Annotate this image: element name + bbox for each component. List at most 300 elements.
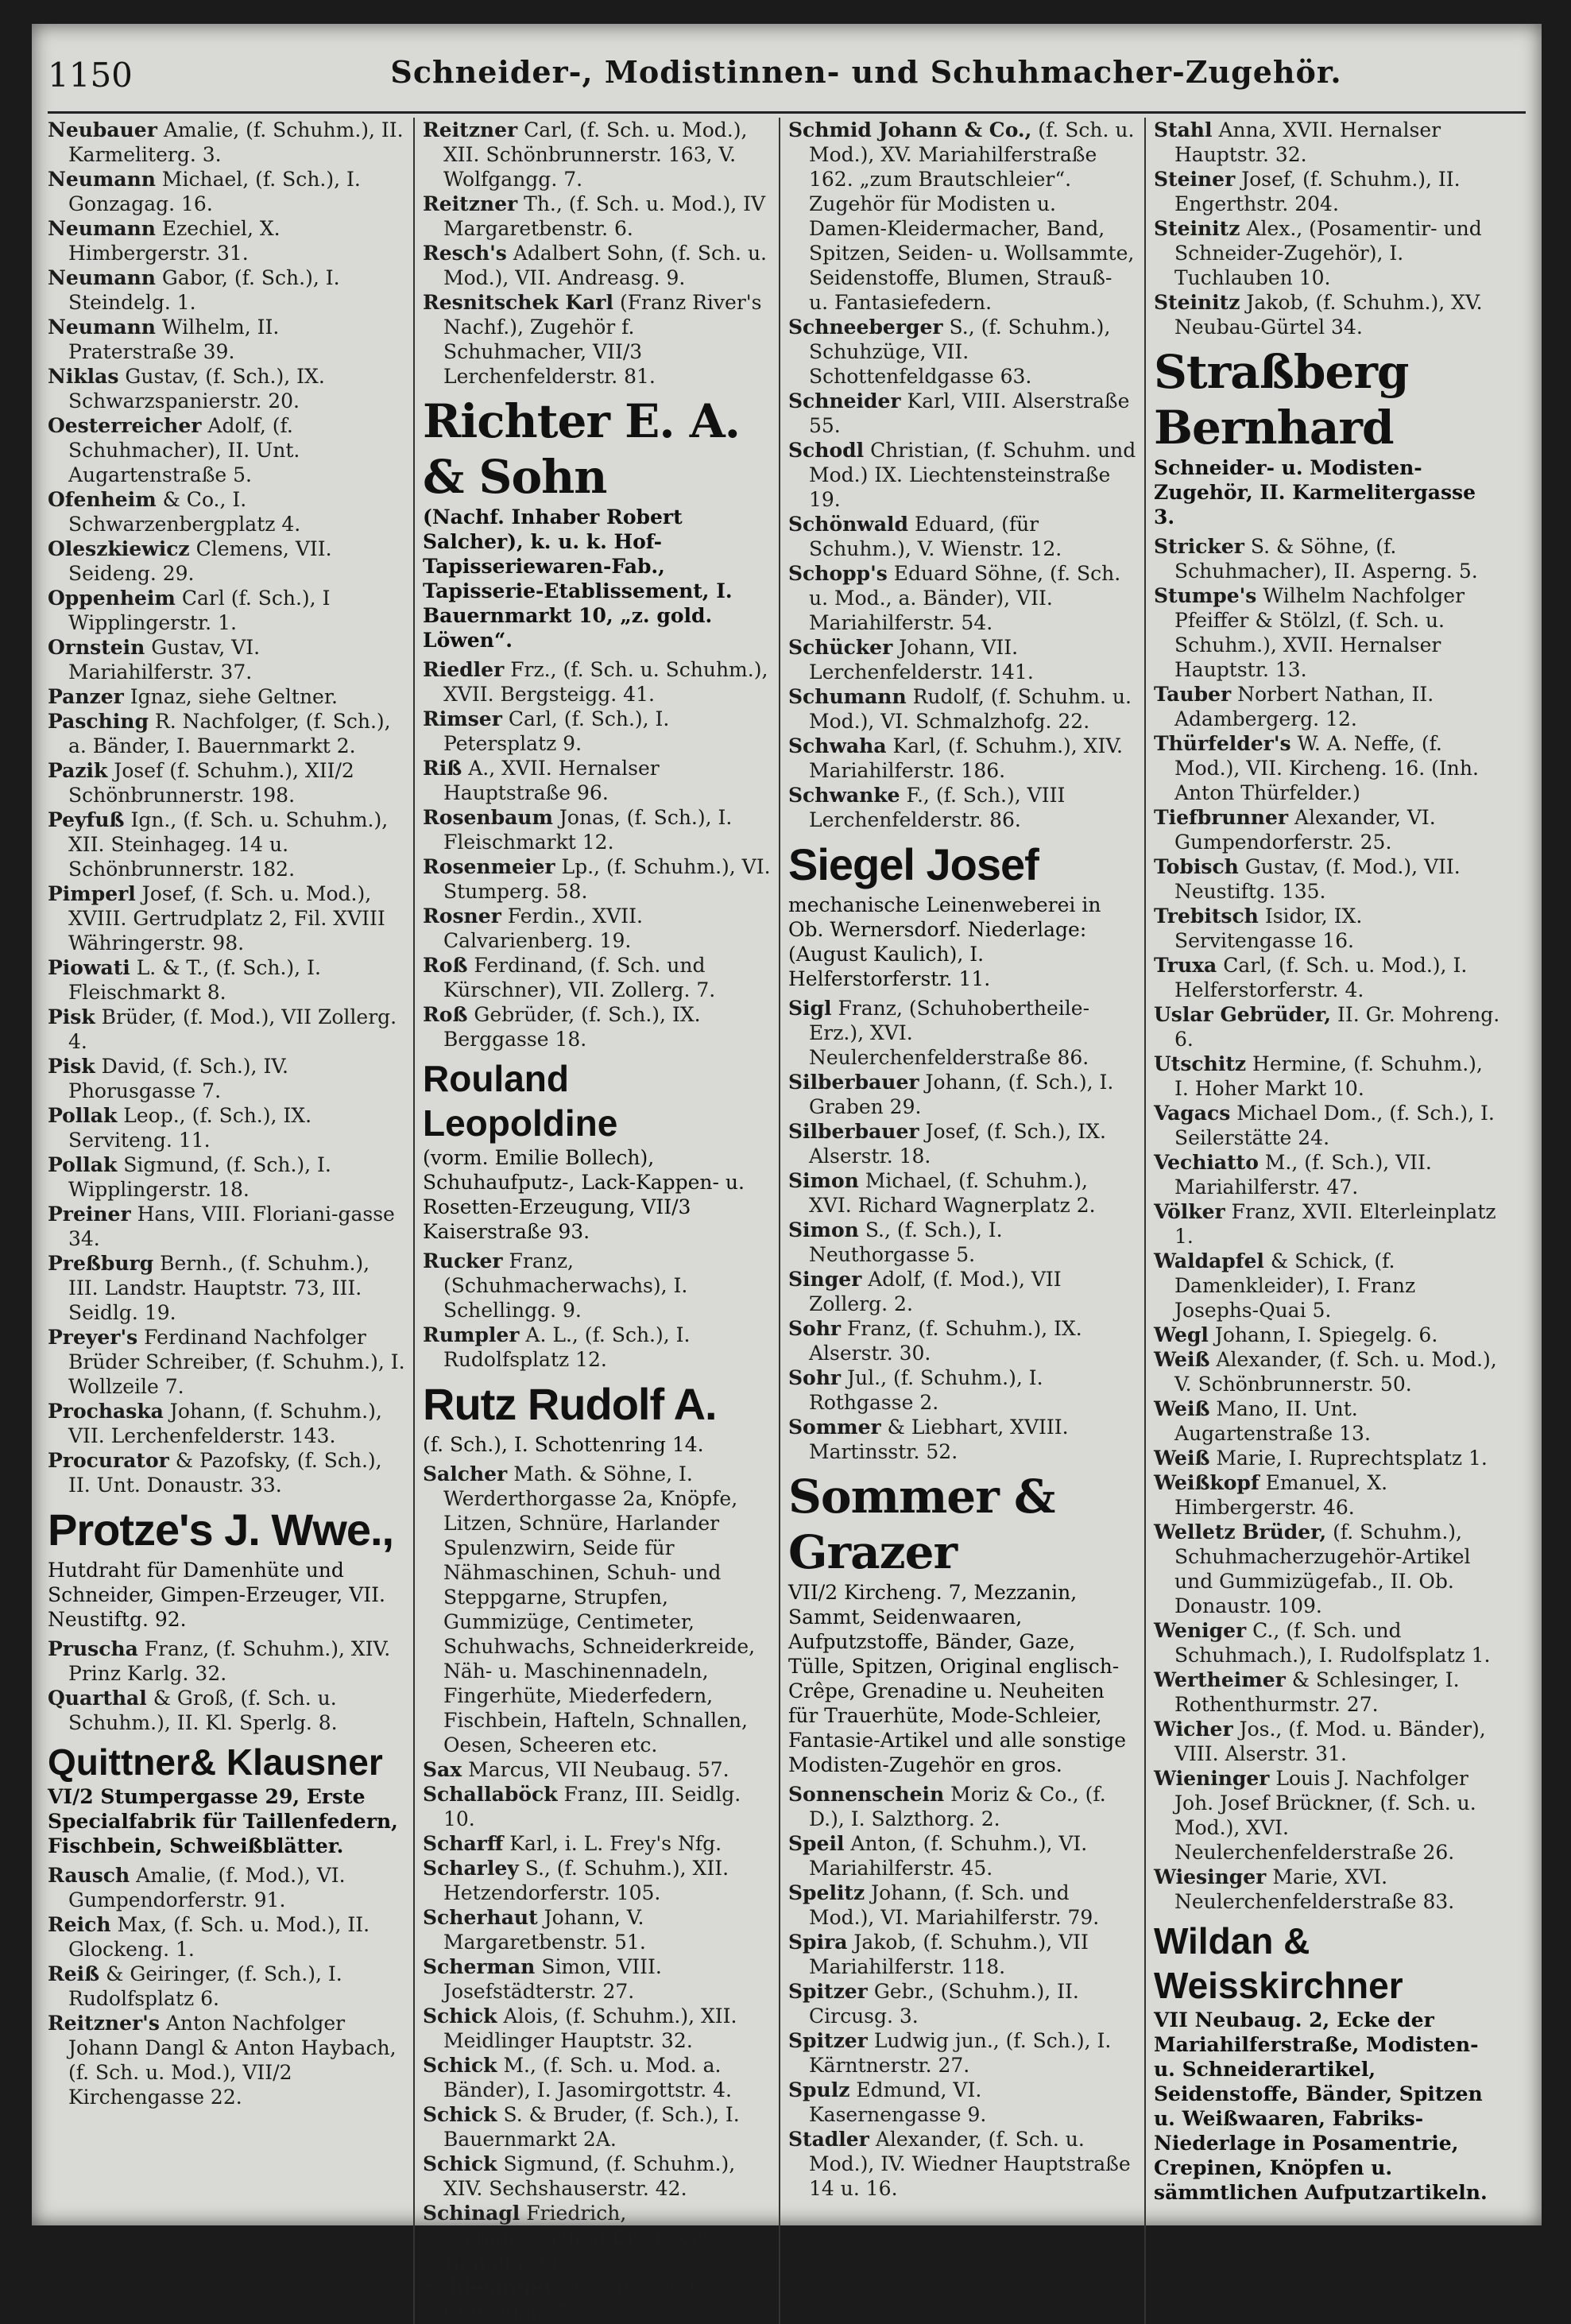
entry-name: Pisk [48,1055,95,1078]
entry-name: Wiesinger [1154,1865,1267,1888]
entry-details: & Geiringer, (f. Sch.), I. Rudolfsplatz 6. [68,1962,342,2010]
entry-details: Isidor, IX. Servitengasse 16. [1174,904,1363,952]
entry-details: Hans, VIII. Floriani-gasse 34. [68,1203,395,1250]
directory-entry [423,953,771,1002]
entry-details: Frz., (f. Sch. u. Schuhm.), XVII. Bergsteigg. 41. [443,658,768,706]
directory-entry [48,1054,405,1103]
entry-details: Simon, VIII. Josefstädterstr. 27. [443,1955,662,2003]
entry-name: Pimperl [48,882,136,905]
advertisement [1154,1919,1502,2205]
directory-entry [48,1152,405,1202]
entry-details: Franz, (Schuhmacherwachs), I. Schellingg. 9. [443,1249,688,1322]
entry-details: Jonas, (f. Sch.), I. Fleischmarkt 12. [443,806,733,854]
entry-details: Karl, (f. Schuhm.), XIV. Mariahilferstr. 186. [809,734,1123,782]
entry-name: Rosenmeier [423,855,555,878]
entry-details: M., (f. Sch. u. Mod. a. Bänder), I. Jasomirgottstr. 4. [443,2054,732,2101]
entry-details: Ferdinand Nachfolger Brüder Schreiber, (f. Schuhm.), I. Wollzeile 7. [68,1326,405,1398]
entry-name: Rosenbaum [423,806,553,829]
directory-entry [788,438,1136,512]
entry-name: Simon [788,1218,859,1241]
entry-details: Gustav, (f. Mod.), VII. Neustiftg. 135. [1174,855,1461,903]
directory-entry [48,1202,405,1251]
entry-name: Oesterreicher [48,414,202,437]
entry-details: Rudolf, (f. Schuhm. u. Mod.), VI. Schmalzhofg. 22. [809,685,1132,733]
ad-headline: Richter E. A. & Sohn [423,394,740,504]
directory-entry [423,2004,771,2053]
directory-entry [788,561,1136,635]
entry-details: & Schlesinger, I. Rothenthurmstr. 27. [1174,1668,1460,1716]
entry-name: Rumpler [423,1323,520,1346]
entry-details: C., (f. Sch. und Schuhmach.), I. Rudolfsplatz 1. [1174,1619,1491,1667]
entry-name: Wicher [1154,1718,1233,1741]
entry-details: Ferdin., XVII. Calvarienberg. 19. [443,904,643,952]
entry-details: M., (f. Sch.), VII. Mariahilferstr. 47. [1174,1151,1432,1199]
directory-entry [1154,1249,1502,1323]
entry-details: Hermine, (f. Schuhm.), I. Hoher Markt 10. [1174,1052,1483,1100]
directory-entry [1154,1002,1502,1052]
entry-details: Michael, (f. Schuhm.), XVI. Richard Wagnerplatz 2. [809,1169,1096,1217]
entry-details: Ign., (f. Sch. u. Schuhm.), XII. Steinhageg. 14 u. Schönbrunnerstr. 182. [68,808,389,881]
entry-details: Franz, (Schuhobertheile-Erz.), XVI. Neulerchenfelderstraße 86. [809,997,1090,1069]
directory-entry [1154,1199,1502,1249]
entry-details: (f. Sch. u. Mod.), XV. Mariahilferstraße 162. „zum Brautschleier“. Zugehör für Modisten u. Damen-Kleidermacher, Band, Spitzen, Seiden- u. Wollsammte, Seidenstoffe, Blumen, Strauß- u. Fantasiefedern. [809,118,1135,314]
entry-details: Max, (f. Sch.), I. Gonzagag. 5. [443,2276,722,2323]
entry-details: Johann, (f. Sch. und Mod.), VI. Mariahilferstr. 79. [809,1881,1100,1929]
directory-entry [788,635,1136,684]
directory-entry [48,2011,405,2109]
ad-text: Hutdraht für Damenhüte und Schneider, Gimpen-Erzeuger, VII. Neustiftg. 92. [48,1559,385,1631]
entry-name: Vechiatto [1154,1151,1259,1174]
directory-entry [1154,1717,1502,1766]
entry-details: & Pazofsky, (f. Sch.), II. Unt. Donaustr. 33. [68,1449,382,1497]
entry-details: (Franz River's Nachf.), Zugehör f. Schuhmacher, VII/3 Lerchenfelderstr. 81. [443,291,762,388]
ad-headline: Sommer & Grazer [788,1470,1055,1579]
entry-name: Silberbauer [788,1120,919,1143]
entry-details: & Co., I. Schwarzenbergplatz 4. [68,488,301,536]
entry-name: Trebitsch [1154,904,1259,928]
directory-entry [423,904,771,953]
directory-entry [48,881,405,955]
entry-name: Reitzner [423,192,518,215]
entry-name: Peyfuß [48,808,125,831]
entry-details: Jakob, (f. Schuhm.), XV. Neubau-Gürtel 34. [1174,291,1483,339]
directory-entry [423,290,771,389]
directory-entry [1154,953,1502,1002]
entry-name: Schick [423,2152,497,2175]
directory-entry [48,487,405,536]
directory-entry [1154,1396,1502,1446]
entry-name: Reitzner [423,118,518,141]
directory-entry [48,265,405,315]
directory-entry [788,1119,1136,1168]
entry-details: Clemens, VII. Seideng. 29. [68,537,332,585]
ad-text: Schneider- u. Modisten-Zugehör, II. Karmelitergasse 3. [1154,456,1476,529]
entry-details: L. & T., (f. Sch.), I. Fleischmarkt 8. [68,956,321,1004]
entry-name: Preyer's [48,1326,138,1349]
entry-details: A. L., (f. Sch.), I. Rudolfsplatz 12. [443,1323,691,1371]
entry-details: Michael, (f. Sch.), I. Gonzagag. 16. [68,168,361,215]
entry-details: Jul., (f. Schuhm.), I. Rothgasse 2. [809,1366,1043,1414]
entry-details: & Liebhart, XVIII. Martinsstr. 52. [809,1416,1069,1463]
entry-details: Josef (f. Schuhm.), XII/2 Schönbrunnerstr. 198. [68,759,354,807]
entry-details: A., XVII. Hernalser Hauptstraße 96. [443,757,660,804]
entry-name: Schick [423,2054,497,2077]
entry-name: Rimser [423,707,502,730]
advertisement [48,1740,405,1858]
directory-entry [788,996,1136,1070]
directory-entry [788,1365,1136,1415]
entry-details: Marie, XVI. Neulerchenfelderstraße 83. [1174,1865,1455,1913]
entry-details: Ignaz, siehe Geltner. [130,685,339,708]
directory-entry [788,783,1136,832]
directory-entry [423,2275,771,2324]
entry-details: Anna, XVII. Hernalser Hauptstr. 32. [1174,118,1441,166]
entry-details: Wilhelm Nachfolger Pfeiffer & Stölzl, (f. Sch. u. Schuhm.), XVII. Hernalser Hauptstr. 13. [1174,584,1465,681]
directory-entry [1154,1323,1502,1347]
entry-name: Schick [423,2103,497,2126]
directory-entry [423,2053,771,2102]
entry-details: Josef, (f. Sch.), IX. Alserstr. 18. [809,1120,1106,1168]
entry-details: Leop., (f. Sch.), IX. Serviteng. 11. [68,1104,312,1152]
ad-text: VII/2 Kircheng. 7, Mezzanin, Sammt, Seidenwaaren, Aufputzstoffe, Bänder, Gaze, Tülle, Spitzen, Original englisch-Crêpe, Grenadine u. Neuheiten für Trauerhüte, Mode-Schleier, Fantasie-Artikel und alle sonstige Modisten-Zugehör en gros. [788,1581,1127,1776]
entry-name: Singer [788,1268,862,1291]
entry-name: Sonnenschein [788,1783,945,1806]
entry-name: Steinitz [1154,291,1240,314]
entry-name: Waldapfel [1154,1249,1264,1272]
directory-entry [1154,1618,1502,1667]
directory-entry [48,1251,405,1325]
ad-text: VII Neubaug. 2, Ecke der Mariahilferstraße, Modisten- u. Schneiderartikel, Seidenstoffe, Bänder, Spitzen u. Weißwaaren, Fabriks-Niederlage in Posamentrie, Crepinen, Knöpfen u. sämmtlichen Aufputzartikeln. [1154,2008,1488,2204]
entry-name: Neumann [48,168,156,191]
directory-entry [48,1636,405,1686]
directory-entry [423,854,771,904]
directory-entry [423,657,771,707]
entry-name: Rosner [423,904,501,928]
directory-entry [788,2028,1136,2078]
directory-entry [788,315,1136,389]
entry-name: Stadler [788,2128,869,2151]
entry-name: Prochaska [48,1400,164,1423]
advertisement [788,837,1136,991]
ad-text: (vorm. Emilie Bollech), Schuhaufputz-, Lack-Kappen- u. Rosetten-Erzeugung, VII/3 Kaiserstraße 93. [423,1146,745,1243]
directory-entry [48,216,405,265]
entry-name: Scharff [423,1832,504,1855]
entry-name: Weiß [1154,1447,1210,1470]
entry-name: Schlesinger [423,2276,555,2299]
directory-entry [423,1462,771,1757]
directory-entry [423,2152,771,2201]
column-4 [1144,118,1510,2324]
directory-entry [788,1218,1136,1267]
entry-details: Franz, (f. Schuhm.), IX. Alserstr. 30. [809,1317,1082,1365]
entry-name: Spitzer [788,1980,868,2003]
ad-text: mechanische Leinenweberei in Ob. Wernersdorf. Niederlage: (August Kaulich), I. Helferstorferstr. 11. [788,893,1101,990]
directory-entry [423,192,771,241]
entry-details: F., (f. Sch.), VIII Lerchenfelderstr. 86. [809,784,1066,831]
entry-name: Reich [48,1913,111,1936]
directory-entry [1154,904,1502,953]
entry-name: Oppenheim [48,587,176,610]
directory-entry [423,805,771,854]
entry-name: Neumann [48,266,156,289]
directory-entry [788,1782,1136,1831]
entry-name: Riedler [423,658,505,681]
entry-name: Scherhaut [423,1906,538,1929]
entry-name: Wieninger [1154,1767,1270,1790]
entry-name: Utschitz [1154,1052,1247,1075]
directory-entry [48,118,405,167]
entry-name: Neubauer [48,118,157,141]
directory-entry [423,2201,771,2275]
entry-details: (f. Schuhm.), Schuhmacherzugehör-Artikel und Gummizügefab., II. Ob. Donaustr. 109. [1174,1520,1471,1617]
directory-entry [48,1686,405,1735]
directory-entry [48,586,405,635]
entry-name: Schwaha [788,734,887,757]
directory-entry [788,1930,1136,1979]
entry-details: II. Gr. Mohreng. 6. [1174,1003,1500,1051]
entry-details: Johann, V. Margaretbenstr. 51. [443,1906,646,1954]
ad-headline: Protze's J. Wwe., [48,1505,394,1555]
directory-entry [788,1168,1136,1218]
entry-details: Jakob, (f. Schuhm.), VII Mariahilferstr. 118. [809,1931,1089,1978]
directory-entry [48,1863,405,1912]
entry-name: Uslar Gebrüder, [1154,1003,1331,1026]
advertisement [423,1377,771,1457]
entry-name: Schmid Johann & Co., [788,118,1032,141]
entry-details: Johann, (f. Schuhm.), VII. Lerchenfelderstr. 143. [68,1400,382,1447]
entry-details: Bernh., (f. Schuhm.), III. Landstr. Hauptstr. 73, III. Seidlg. 19. [68,1252,370,1324]
entry-details: Michael Dom., (f. Sch.), I. Seilerstätte 24. [1174,1102,1495,1149]
entry-name: Roß [423,1003,468,1026]
directory-entry [788,1831,1136,1881]
entry-name: Welletz Brüder, [1154,1520,1327,1544]
entry-details: Josef, (f. Schuhm.), II. Engerthstr. 204. [1174,168,1461,215]
directory-entry [48,167,405,216]
header-rule [48,111,1526,114]
entry-details: Sigmund, (f. Sch.), I. Wipplingerstr. 18. [68,1153,331,1201]
ad-headline: Quittner& Klausner [48,1741,383,1783]
directory-entry [423,1782,771,1831]
entry-name: Spelitz [788,1881,865,1904]
directory-entry [788,118,1136,315]
entry-name: Schinagl [423,2202,520,2225]
entry-details: Gabor, (f. Sch.), I. Steindelg. 1. [68,266,340,314]
directory-entry [788,389,1136,438]
entry-name: Steiner [1154,168,1236,191]
entry-name: Panzer [48,685,124,708]
entry-name: Pisk [48,1005,95,1028]
entry-details: Johann, (f. Sch.), I. Graben 29. [809,1071,1114,1118]
advertisement [788,1469,1136,1777]
directory-entry [788,1979,1136,2028]
entry-name: Roß [423,954,468,977]
entry-name: Preßburg [48,1252,154,1275]
ad-headline: Siegel Josef [788,839,1039,889]
entry-details: Th., (f. Sch. u. Mod.), IV Margaretbenstr. 6. [443,192,766,240]
directory-entry [1154,1150,1502,1199]
entry-details: Sigmund, (f. Schuhm.), XIV. Sechshauserstr. 42. [443,2152,736,2200]
entry-name: Schneeberger [788,316,943,339]
entry-details: Karl, VIII. Alserstraße 55. [809,389,1130,437]
directory-entry [1154,216,1502,290]
directory-entry [423,1954,771,2004]
entry-name: Spulz [788,2078,850,2101]
directory-entry [1154,1865,1502,1914]
entry-details: Carl, (f. Sch. u. Mod.), I. Helferstorferstr. 4. [1174,954,1468,1001]
entry-details: Edmund, VI. Kasernengasse 9. [809,2078,987,2126]
directory-entry [788,512,1136,561]
entry-name: Pruscha [48,1637,138,1660]
directory-entry [1154,1667,1502,1717]
directory-entry [1154,1101,1502,1150]
directory-entry [423,1249,771,1323]
entry-details: S., (f. Sch.), I. Neuthorgasse 5. [809,1218,1003,1266]
directory-entry [1154,1052,1502,1101]
entry-name: Schodl [788,439,865,462]
entry-name: Schönwald [788,513,909,536]
column-3 [779,118,1144,2324]
entry-name: Sommer [788,1416,881,1439]
entry-details: Franz, (f. Schuhm.), XIV. Prinz Karlg. 32. [68,1637,391,1685]
entry-name: Salcher [423,1462,508,1485]
entry-details: S., (f. Schuhm.), XII. Hetzendorferstr. 105. [443,1857,729,1904]
page-header [32,48,1542,111]
directory-entry [788,734,1136,783]
directory-entry [788,2078,1136,2127]
entry-details: Max, (f. Sch. u. Mod.), II. Glockeng. 1. [68,1913,370,1961]
entry-name: Stricker [1154,535,1244,558]
ad-headline: Rutz Rudolf A. [423,1379,717,1429]
directory-entry [788,2127,1136,2201]
entry-details: R. Nachfolger, (f. Sch.), a. Bänder, I. Bauernmarkt 2. [68,710,391,757]
entry-details: Christian, (f. Schuhm. und Mod.) IX. Liechtensteinstraße 19. [809,439,1136,511]
directory-entry [423,2102,771,2152]
entry-details: Gustav, (f. Sch.), IX. Schwarzspanierstr. 20. [68,365,325,413]
entry-name: Schopp's [788,562,888,585]
directory-entry [48,808,405,881]
directory-entry [48,709,405,758]
directory-entry [1154,1470,1502,1520]
directory-entry [48,536,405,586]
entry-name: Pollak [48,1153,118,1176]
entry-details: Carl, (f. Sch.), I. Petersplatz 9. [443,707,670,755]
entry-name: Schumann [788,685,907,708]
entry-name: Pasching [48,710,149,733]
entry-name: Speil [788,1832,845,1855]
entry-name: Simon [788,1169,859,1192]
directory-entry [48,1399,405,1448]
directory-entry [1154,534,1502,583]
entry-name: Scharley [423,1857,519,1880]
entry-name: Quarthal [48,1687,147,1710]
entry-details: Ezechiel, X. Himbergerstr. 31. [68,217,281,265]
advertisement [1154,344,1502,529]
entry-details: Alexander, VI. Gumpendorferstr. 25. [1174,806,1436,854]
directory-entry [1154,1347,1502,1396]
entry-name: Weniger [1154,1619,1247,1642]
directory-entry [423,241,771,290]
directory-entry [423,1757,771,1782]
entry-name: Sohr [788,1317,842,1340]
entry-name: Schick [423,2004,497,2028]
entry-details: Alex., (Posamentir- und Schneider-Zugehör), I. Tuchlauben 10. [1174,217,1482,289]
entry-details: Adalbert Sohn, (f. Sch. u. Mod.), VII. Andreasg. 9. [443,242,767,289]
entry-name: Neumann [48,316,156,339]
directory-entry [48,364,405,413]
directory-entry [48,635,405,684]
entry-details: W. A. Neffe, (f. Mod.), VII. Kircheng. 16. (Inh. Anton Thürfelder.) [1174,732,1479,804]
directory-entry [423,118,771,192]
entry-name: Weiß [1154,1348,1210,1371]
columns [48,118,1534,2323]
entry-details: Math. & Söhne, I. Werderthorgasse 2a, Knöpfe, Litzen, Schnüre, Harlander Spulenzwirn, Seide für Nähmaschinen, Schuh- und Steppgarne, Strupfen, Gummizüge, Centimeter, Schuhwachs, Schneiderkreide, Näh- u. Maschinennadeln, Fingerhüte, Miederfedern, Fischbein, Hafteln, Schnallen, Oesen, Scheeren etc. [443,1462,756,1757]
directory-entry [423,707,771,756]
entry-details: Adolf, (f. Mod.), VII Zollerg. 2. [809,1268,1062,1315]
directory-entry [788,1881,1136,1930]
directory-entry [48,684,405,709]
entry-name: Sax [423,1758,462,1781]
entry-name: Stumpe's [1154,584,1257,607]
entry-name: Steinitz [1154,217,1240,240]
entry-name: Tauber [1154,683,1232,706]
entry-details: Carl (f. Sch.), I Wipplingerstr. 1. [68,587,331,634]
directory-entry [1154,1446,1502,1470]
entry-name: Sohr [788,1366,842,1389]
entry-details: Moriz & Co., (f. D.), I. Salzthorg. 2. [809,1783,1106,1830]
directory-entry [1154,583,1502,682]
entry-name: Truxa [1154,954,1217,977]
entry-name: Scherman [423,1955,536,1978]
entry-details: S. & Bruder, (f. Sch.), I. Bauernmarkt 2A. [443,2103,740,2151]
directory-entry [48,1103,405,1152]
entry-details: Karl, i. L. Frey's Nfg. [509,1832,722,1855]
entry-name: Schneider [788,389,901,413]
column-2 [413,118,779,2324]
page-title: Schneider-, Modistinnen- und Schuhmacher-Zugehör. [390,54,1342,90]
entry-name: Wertheimer [1154,1668,1286,1691]
ad-headline: Wildan & Weisskirchner [1154,1920,1403,2006]
directory-entry [423,1856,771,1905]
entry-name: Riß [423,757,462,780]
entry-details: S., (f. Schuhm.), Schuhzüge, VII. Schottenfeldgasse 63. [809,316,1111,388]
entry-name: Tiefbrunner [1154,806,1289,829]
entry-name: Völker [1154,1200,1225,1223]
entry-details: Johann, VII. Lerchenfelderstr. 141. [809,636,1034,684]
entry-details: Jos., (f. Mod. u. Bänder), VIII. Alserstr. 31. [1174,1718,1486,1765]
entry-details: Marcus, VII Neubaug. 57. [468,1758,729,1781]
entry-name: Oleszkiewicz [48,537,190,560]
directory-entry [1154,1766,1502,1865]
entry-details: Adolf, (f. Schuhmacher), II. Unt. Augartenstraße 5. [68,414,300,486]
entry-details: Eduard, (für Schuhm.), V. Wienstr. 12. [809,513,1062,560]
entry-name: Rausch [48,1864,130,1887]
entry-details: Friedrich, (Schuhobertheil-Erz.), XVI. Heindlg. 11. [443,2202,717,2274]
directory-entry [788,1415,1136,1464]
entry-name: Schallaböck [423,1783,558,1806]
entry-details: David, (f. Sch.), IV. Phorusgasse 7. [68,1055,288,1102]
advertisement [423,393,771,653]
directory-entry [48,758,405,808]
entry-name: Schwanke [788,784,900,807]
entry-details: Anton, (f. Schuhm.), VI. Mariahilferstr. 45. [809,1832,1088,1880]
directory-entry [48,1448,405,1497]
entry-name: Wegl [1154,1323,1209,1346]
entry-name: Resch's [423,242,507,265]
directory-entry [1154,805,1502,854]
entry-name: Niklas [48,365,119,388]
ad-text: (f. Sch.), I. Schottenring 14. [423,1433,704,1456]
entry-details: & Schick, (f. Damenkleider), I. Franz Josephs-Quai 5. [1174,1249,1416,1322]
